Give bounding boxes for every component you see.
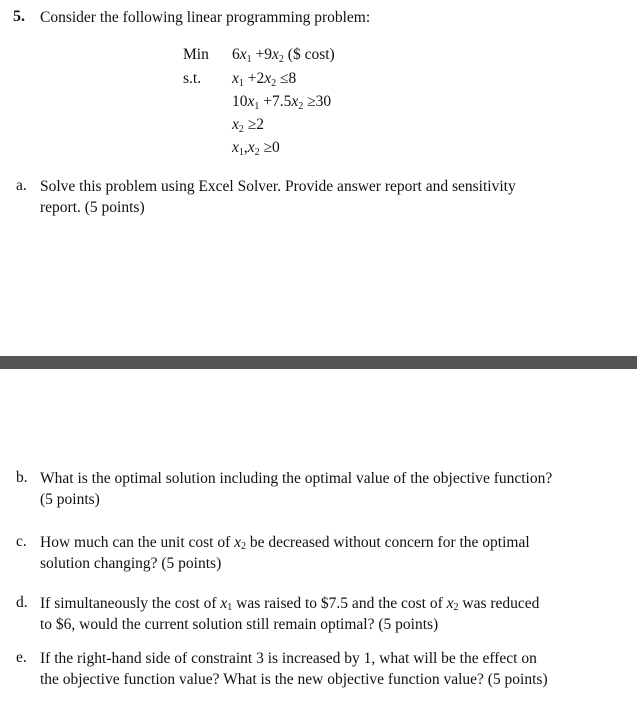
objective-function: $6x_1 +9x_2$ ($ cost) [232, 46, 335, 65]
part-b-text: What is the optimal solution including the optimal value of the objective function? (5 points) [40, 470, 553, 508]
part-d-text: If simultaneously the cost of $x_1$ was raised to $7.5 and the cost of $x_2$ was reduced to $6, would the current solution still remain optimal? (5 points) [40, 595, 540, 633]
constraint-3: $x_2 \ge 2$ [232, 116, 265, 135]
part-e-letter: e. [16, 649, 27, 666]
question-number: 5. [13, 8, 25, 25]
constraint-1: $x_1 +2x_2 \le 8$ [232, 70, 297, 89]
question-intro: Consider the following linear programming problem: [40, 9, 371, 26]
part-c-letter: c. [16, 533, 27, 550]
section-divider [0, 356, 637, 369]
objective-label: Min [183, 46, 209, 63]
constraint-2: $10x_1 +7.5x_2 \ge 30$ [232, 93, 332, 112]
part-b-letter: b. [16, 469, 28, 486]
part-e-text: If the right-hand side of constraint 3 is increased by 1, what will be the effect on the objective function value? What is the new objective function value? (5 points) [40, 650, 548, 688]
constraints-label: s.t. [183, 70, 202, 87]
part-a-text: Solve this problem using Excel Solver. Provide answer report and sensitivity report. (5 points) [40, 178, 516, 216]
nonnegativity-constraint: $x_1,x_2 \ge 0$ [232, 139, 280, 158]
part-a-letter: a. [16, 177, 27, 194]
part-d-letter: d. [16, 594, 28, 611]
part-c-text: How much can the unit cost of $x_2$ be decreased without concern for the optimal solution changing? (5 points) [40, 534, 530, 572]
